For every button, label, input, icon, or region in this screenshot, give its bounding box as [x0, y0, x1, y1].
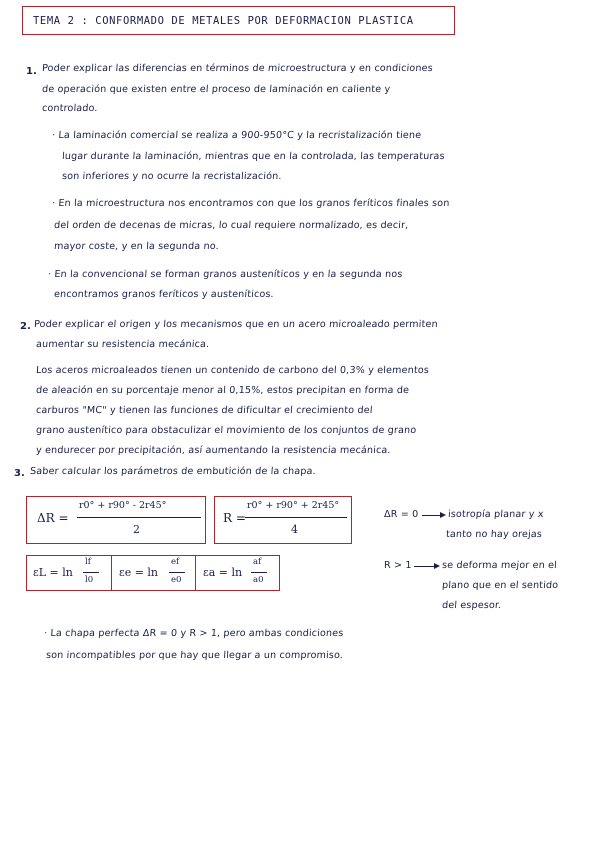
r-bar-note-line-3: del espesor.: [441, 600, 502, 611]
r-bar-numerator: r0° + r90° + 2r45°: [247, 500, 340, 511]
delta-r-arrow-line: [422, 515, 442, 516]
r-bar-arrow-line: [414, 566, 436, 567]
r-bar-note-line-2: plano que en el sentido: [441, 580, 559, 591]
r-bar-formula-box: [214, 496, 352, 544]
item-2-paragraph-line-4: grano austenítico para obstaculizar el movimiento de los conjuntos de grano: [35, 425, 417, 436]
delta-r-arrow-head-icon: [440, 512, 446, 518]
title-box: [22, 6, 455, 35]
item-2-paragraph-line-1: Los aceros microaleados tienen un contenido de carbono del 0,3% y elementos: [35, 365, 430, 376]
r-bar-arrow-head-icon: [434, 563, 440, 569]
item-2-paragraph-line-5: y endurecer por precipitación, así aumentando la resistencia mecánica.: [35, 445, 392, 456]
delta-r-formula-box: [26, 496, 206, 544]
eps-l-fraction-bar: [83, 572, 99, 573]
item-1-bullet-2-line-3: mayor coste, y en la segunda no.: [53, 241, 220, 252]
item-2-heading-line-1: Poder explicar el origen y los mecanismos que en un acero microaleado permiten: [33, 319, 439, 330]
eps-a-denominator: a0: [253, 575, 264, 585]
delta-r-denominator: 2: [133, 523, 140, 536]
item-1-bullet-2-line-1: · En la microestructura nos encontramos con que los granos feríticos finales son: [51, 198, 450, 209]
delta-r-lhs: ΔR =: [37, 511, 69, 525]
eps-l-denominator: l0: [85, 575, 94, 585]
conclusion-line-1: · La chapa perfecta ΔR = 0 y R > 1, pero ambas condiciones: [43, 628, 344, 639]
strain-formulas-box: [26, 555, 280, 591]
eps-a-fraction-bar: [251, 572, 267, 573]
item-1-heading-line-2: de operación que existen entre el proceso de laminación en caliente y: [41, 84, 391, 95]
r-bar-note-lhs: R > 1: [384, 560, 412, 571]
item-1-heading-line-1: Poder explicar las diferencias en términos de microestructura y en condiciones: [41, 63, 434, 74]
r-bar-denominator: 4: [291, 523, 298, 536]
delta-r-note-line-2: tanto no hay orejas: [445, 529, 543, 540]
strain-divider-2: [195, 556, 196, 590]
item-1-bullet-2-line-2: del orden de decenas de micras, lo cual requiere normalizado, es decir,: [53, 220, 409, 231]
eps-l-lhs: εL = ln: [33, 566, 73, 579]
item-1-bullet-3-line-1: · En la convencional se forman granos austeníticos y en la segunda nos: [47, 269, 403, 280]
item-2-heading-line-2: aumentar su resistencia mecánica.: [35, 339, 210, 350]
delta-r-note-line-1: isotropía planar y x: [447, 509, 544, 520]
item-1-bullet-1-line-3: son inferiores y no ocurre la recristalización.: [61, 171, 282, 182]
r-bar-lhs: R =: [223, 511, 246, 525]
item-1-heading-line-3: controlado.: [41, 103, 99, 114]
item-3-heading: Saber calcular los parámetros de embutición de la chapa.: [29, 466, 317, 477]
delta-r-numerator: r0° + r90° - 2r45°: [79, 500, 167, 511]
eps-a-numerator: af: [253, 557, 262, 567]
eps-e-fraction-bar: [169, 572, 185, 573]
eps-l-numerator: lf: [85, 557, 91, 567]
eps-e-denominator: e0: [171, 575, 182, 585]
r-bar-note-line-1: se deforma mejor en el: [441, 560, 558, 571]
eps-e-lhs: εe = ln: [119, 566, 159, 579]
item-2-paragraph-line-2: de aleación en su porcentaje menor al 0,15%, estos precipitan en forma de: [35, 385, 410, 396]
delta-r-fraction-bar: [77, 517, 201, 518]
r-bar-fraction-bar: [245, 517, 347, 518]
eps-a-lhs: εa = ln: [203, 566, 243, 579]
item-1-bullet-1-line-1: · La laminación comercial se realiza a 900-950°C y la recristalización tiene: [51, 130, 422, 141]
eps-e-numerator: ef: [171, 557, 180, 567]
delta-r-note-lhs: ΔR = 0: [384, 509, 419, 520]
item-2-number: 2.: [20, 321, 31, 332]
strain-divider-1: [111, 556, 112, 590]
item-2-paragraph-line-3: carburos "MC" y tienen las funciones de dificultar el crecimiento del: [35, 405, 373, 416]
item-1-bullet-1-line-2: lugar durante la laminación, mientras que en la controlada, las temperaturas: [61, 151, 446, 162]
conclusion-line-2: son incompatibles por que hay que llegar a un compromiso.: [45, 650, 344, 661]
item-3-number: 3.: [14, 468, 25, 479]
item-1-number: 1.: [26, 66, 37, 77]
page-title: TEMA 2 : CONFORMADO DE METALES POR DEFORMACION PLASTICA: [33, 14, 414, 27]
item-1-bullet-3-line-2: encontramos granos feríticos y austeníticos.: [53, 289, 275, 300]
